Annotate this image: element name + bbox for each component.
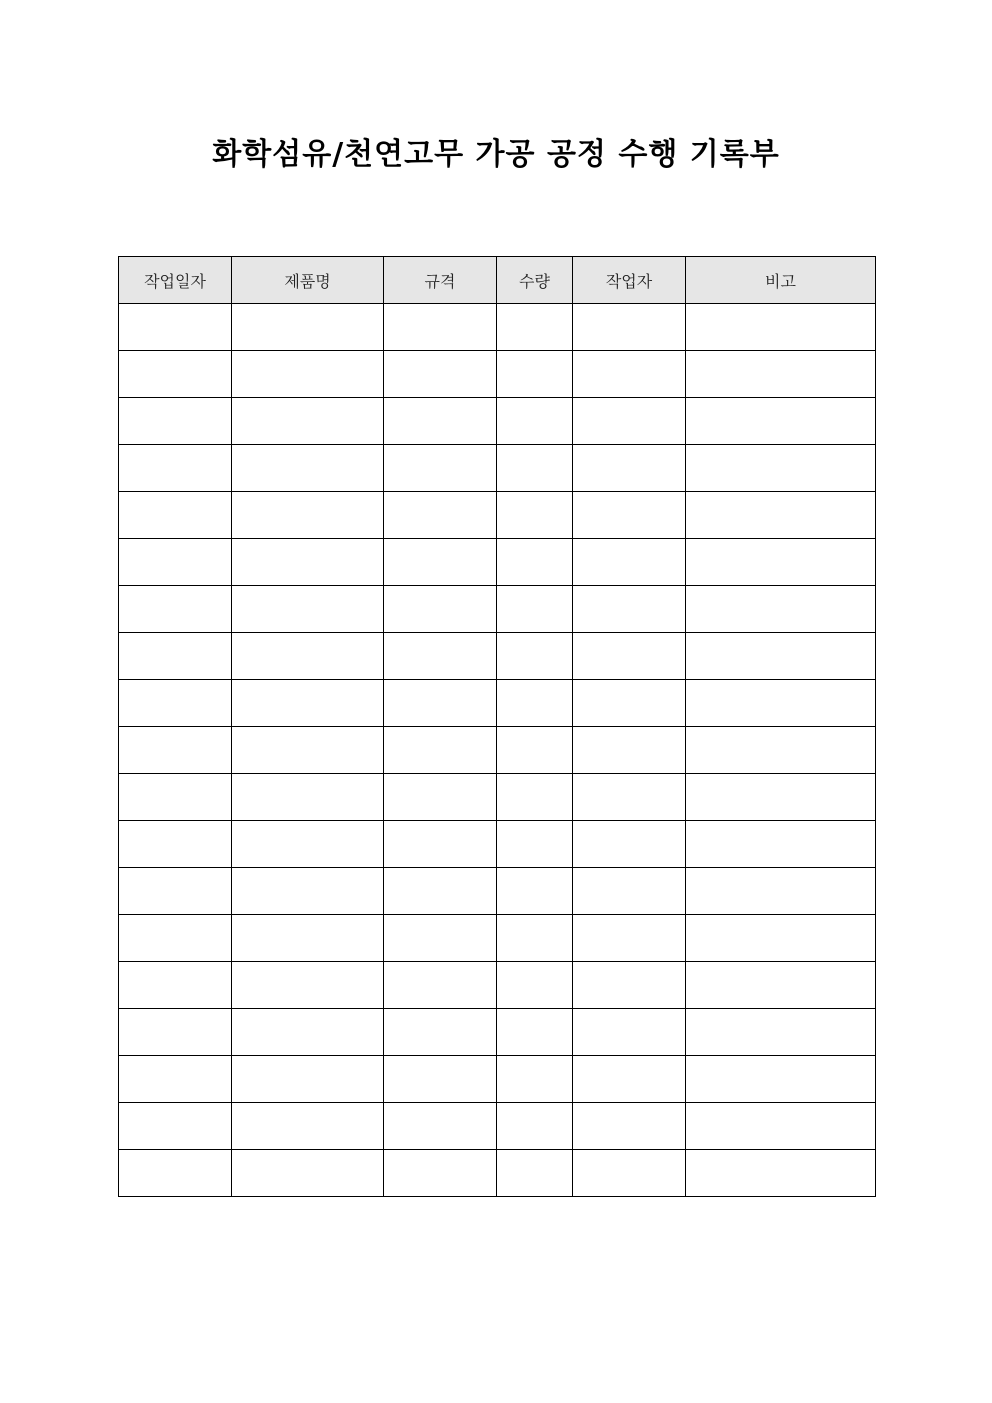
work-date-cell[interactable] <box>119 680 232 727</box>
remarks-cell[interactable] <box>686 492 876 539</box>
work-date-cell[interactable] <box>119 445 232 492</box>
quantity-cell[interactable] <box>497 1009 573 1056</box>
work-date-cell[interactable] <box>119 304 232 351</box>
worker-cell[interactable] <box>573 586 686 633</box>
work-date-cell[interactable] <box>119 915 232 962</box>
spec-cell[interactable] <box>384 304 497 351</box>
spec-cell[interactable] <box>384 1056 497 1103</box>
table-row <box>119 492 876 539</box>
remarks-cell[interactable] <box>686 351 876 398</box>
product-name-cell[interactable] <box>232 727 384 774</box>
remarks-cell[interactable] <box>686 398 876 445</box>
quantity-cell[interactable] <box>497 680 573 727</box>
table-row <box>119 445 876 492</box>
product-name-cell[interactable] <box>232 351 384 398</box>
work-date-cell[interactable] <box>119 633 232 680</box>
spec-cell[interactable] <box>384 1103 497 1150</box>
worker-cell[interactable] <box>573 1056 686 1103</box>
table-row <box>119 586 876 633</box>
quantity-cell[interactable] <box>497 962 573 1009</box>
work-date-cell[interactable] <box>119 398 232 445</box>
table-row <box>119 539 876 586</box>
product-name-cell[interactable] <box>232 868 384 915</box>
record-table <box>118 256 876 1197</box>
worker-cell[interactable] <box>573 680 686 727</box>
table-row <box>119 1150 876 1197</box>
quantity-cell[interactable] <box>497 868 573 915</box>
remarks-cell[interactable] <box>686 821 876 868</box>
table-row <box>119 868 876 915</box>
table-row <box>119 1103 876 1150</box>
spec-cell[interactable] <box>384 539 497 586</box>
product-name-cell[interactable] <box>232 962 384 1009</box>
table-row <box>119 821 876 868</box>
spec-cell[interactable] <box>384 680 497 727</box>
remarks-cell[interactable] <box>686 1150 876 1197</box>
worker-cell[interactable] <box>573 727 686 774</box>
spec-cell[interactable] <box>384 915 497 962</box>
spec-cell[interactable] <box>384 633 497 680</box>
remarks-cell[interactable] <box>686 445 876 492</box>
header-quantity: 수량 <box>497 257 573 304</box>
work-date-cell[interactable] <box>119 868 232 915</box>
worker-cell[interactable] <box>573 492 686 539</box>
table-row <box>119 915 876 962</box>
table-row <box>119 774 876 821</box>
header-spec: 규격 <box>384 257 497 304</box>
worker-cell[interactable] <box>573 774 686 821</box>
quantity-cell[interactable] <box>497 774 573 821</box>
quantity-cell[interactable] <box>497 1103 573 1150</box>
header-remarks: 비고 <box>686 257 876 304</box>
table-row <box>119 680 876 727</box>
table-row <box>119 398 876 445</box>
worker-cell[interactable] <box>573 1150 686 1197</box>
work-date-cell[interactable] <box>119 1150 232 1197</box>
work-date-cell[interactable] <box>119 539 232 586</box>
work-date-cell[interactable] <box>119 1009 232 1056</box>
table-row <box>119 633 876 680</box>
remarks-cell[interactable] <box>686 304 876 351</box>
quantity-cell[interactable] <box>497 633 573 680</box>
work-date-cell[interactable] <box>119 351 232 398</box>
header-product-name: 제품명 <box>232 257 384 304</box>
worker-cell[interactable] <box>573 445 686 492</box>
spec-cell[interactable] <box>384 1009 497 1056</box>
table-row <box>119 1009 876 1056</box>
work-date-cell[interactable] <box>119 821 232 868</box>
quantity-cell[interactable] <box>497 821 573 868</box>
worker-cell[interactable] <box>573 962 686 1009</box>
page-title: 화학섬유/천연고무 가공 공정 수행 기록부 <box>212 137 780 172</box>
spec-cell[interactable] <box>384 1150 497 1197</box>
quantity-cell[interactable] <box>497 586 573 633</box>
product-name-cell[interactable] <box>232 680 384 727</box>
spec-cell[interactable] <box>384 492 497 539</box>
worker-cell[interactable] <box>573 1009 686 1056</box>
remarks-cell[interactable] <box>686 539 876 586</box>
quantity-cell[interactable] <box>497 915 573 962</box>
header-worker: 작업자 <box>573 257 686 304</box>
product-name-cell[interactable] <box>232 398 384 445</box>
table-row <box>119 1056 876 1103</box>
remarks-cell[interactable] <box>686 633 876 680</box>
spec-cell[interactable] <box>384 774 497 821</box>
work-date-cell[interactable] <box>119 492 232 539</box>
product-name-cell[interactable] <box>232 1009 384 1056</box>
product-name-cell[interactable] <box>232 304 384 351</box>
remarks-cell[interactable] <box>686 962 876 1009</box>
remarks-cell[interactable] <box>686 586 876 633</box>
product-name-cell[interactable] <box>232 445 384 492</box>
quantity-cell[interactable] <box>497 1056 573 1103</box>
product-name-cell[interactable] <box>232 586 384 633</box>
product-name-cell[interactable] <box>232 774 384 821</box>
worker-cell[interactable] <box>573 633 686 680</box>
worker-cell[interactable] <box>573 1103 686 1150</box>
quantity-cell[interactable] <box>497 727 573 774</box>
remarks-cell[interactable] <box>686 774 876 821</box>
product-name-cell[interactable] <box>232 821 384 868</box>
product-name-cell[interactable] <box>232 915 384 962</box>
remarks-cell[interactable] <box>686 868 876 915</box>
table-body <box>119 304 876 1197</box>
table-row <box>119 304 876 351</box>
quantity-cell[interactable] <box>497 304 573 351</box>
work-date-cell[interactable] <box>119 1103 232 1150</box>
worker-cell[interactable] <box>573 539 686 586</box>
quantity-cell[interactable] <box>497 351 573 398</box>
header-row <box>119 257 876 304</box>
quantity-cell[interactable] <box>497 445 573 492</box>
spec-cell[interactable] <box>384 586 497 633</box>
product-name-cell[interactable] <box>232 539 384 586</box>
table-header <box>119 257 876 304</box>
work-date-cell[interactable] <box>119 1056 232 1103</box>
header-work-date: 작업일자 <box>119 257 232 304</box>
quantity-cell[interactable] <box>497 492 573 539</box>
spec-cell[interactable] <box>384 445 497 492</box>
worker-cell[interactable] <box>573 351 686 398</box>
worker-cell[interactable] <box>573 304 686 351</box>
table-row <box>119 351 876 398</box>
remarks-cell[interactable] <box>686 1103 876 1150</box>
remarks-cell[interactable] <box>686 1009 876 1056</box>
spec-cell[interactable] <box>384 962 497 1009</box>
table-row <box>119 962 876 1009</box>
spec-cell[interactable] <box>384 868 497 915</box>
spec-cell[interactable] <box>384 398 497 445</box>
quantity-cell[interactable] <box>497 539 573 586</box>
work-date-cell[interactable] <box>119 727 232 774</box>
product-name-cell[interactable] <box>232 1103 384 1150</box>
quantity-cell[interactable] <box>497 1150 573 1197</box>
work-date-cell[interactable] <box>119 774 232 821</box>
worker-cell[interactable] <box>573 915 686 962</box>
work-date-cell[interactable] <box>119 962 232 1009</box>
product-name-cell[interactable] <box>232 633 384 680</box>
table-row <box>119 727 876 774</box>
quantity-cell[interactable] <box>497 398 573 445</box>
product-name-cell[interactable] <box>232 492 384 539</box>
product-name-cell[interactable] <box>232 1056 384 1103</box>
spec-cell[interactable] <box>384 351 497 398</box>
worker-cell[interactable] <box>573 868 686 915</box>
worker-cell[interactable] <box>573 398 686 445</box>
remarks-cell[interactable] <box>686 1056 876 1103</box>
spec-cell[interactable] <box>384 821 497 868</box>
spec-cell[interactable] <box>384 727 497 774</box>
work-date-cell[interactable] <box>119 586 232 633</box>
remarks-cell[interactable] <box>686 915 876 962</box>
remarks-cell[interactable] <box>686 727 876 774</box>
worker-cell[interactable] <box>573 821 686 868</box>
remarks-cell[interactable] <box>686 680 876 727</box>
product-name-cell[interactable] <box>232 1150 384 1197</box>
